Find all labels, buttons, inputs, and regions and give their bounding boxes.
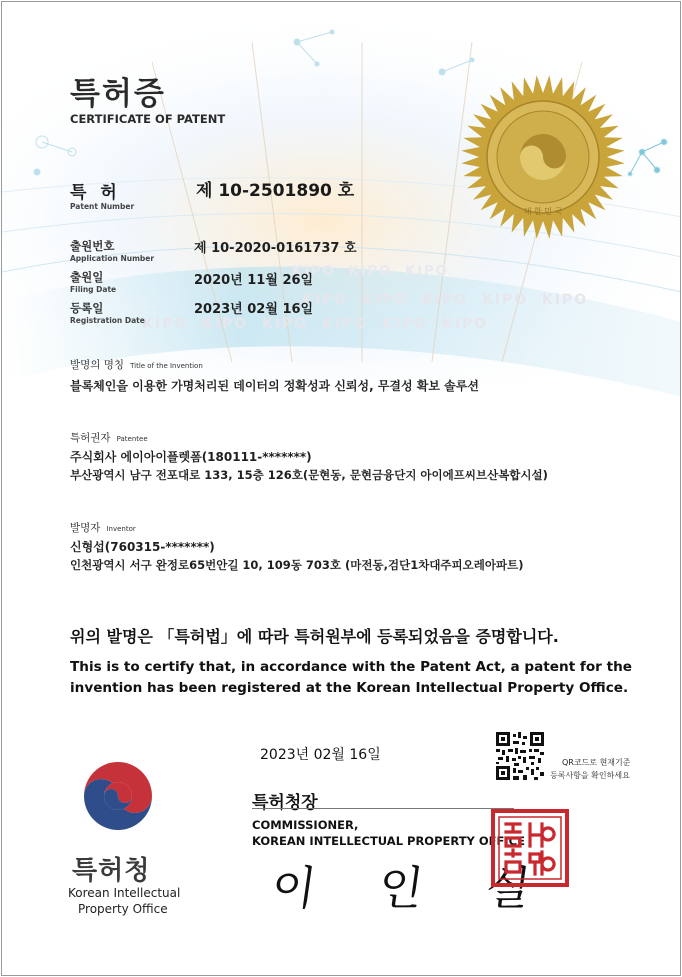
issue-date: 2023년 02월 16일: [260, 747, 381, 763]
invention-title-label-en: Title of the Invention: [130, 362, 203, 370]
office-name: 특허청: [72, 856, 151, 886]
certificate-title-en: CERTIFICATE OF PATENT: [70, 112, 226, 126]
gold-seal-text: 대 한 민 국: [523, 207, 563, 216]
inventor-label: 발명자: [70, 522, 101, 534]
commissioner-signature: 이 인 실: [267, 861, 558, 915]
watermark-row: KIPO KIPO KIPO KIPO KIPO KIPO: [142, 316, 489, 332]
patentee-label: 특허권자: [70, 432, 111, 444]
inventor-header: [70, 520, 136, 535]
patent-number-label: 특 허: [70, 183, 121, 203]
filing-date-value: 2020년 11월 26일: [194, 273, 314, 288]
filing-date-label: 출원일: [70, 270, 104, 284]
watermark-row: KIPO KIPO KIPO: [292, 264, 449, 279]
inventor-address: 인천광역시 서구 완정로65번안길 10, 109동 703호 (마전동,검단1차대주피오레아파트): [70, 558, 524, 572]
certificate-title: 특허증: [70, 76, 166, 112]
qr-note-line1: QR코드로 현재기준: [562, 758, 631, 767]
patent-number-value: 제 10-2501890 호: [196, 181, 355, 201]
registration-date-label: 등록일: [70, 301, 104, 315]
office-name-en-line2: Property Office: [78, 902, 168, 916]
application-number-value: 제 10-2020-0161737 호: [194, 241, 357, 256]
commissioner-divider: [252, 808, 514, 809]
patentee-address: 부산광역시 남구 전포대로 133, 15층 126호(문현동, 문현금융단지 아이에프씨브산복합시설): [70, 468, 548, 482]
qr-code[interactable]: [496, 732, 544, 780]
certificate: [1, 1, 681, 976]
invention-title-value: 블록체인을 이용한 가명처리된 데이터의 정확성과 신뢰성, 무결성 확보 솔루션: [70, 379, 479, 393]
inventor-label-en: Inventor: [106, 525, 136, 533]
commissioner-title-en-line1: COMMISSIONER,: [252, 818, 359, 832]
patentee-header: [70, 430, 148, 445]
gold-seal-icon: [460, 74, 626, 240]
qr-note-line2: 등록사항을 확인하세요: [550, 771, 630, 780]
watermark-row: KIPO KIPO KIPO KIPO KIPO: [302, 292, 589, 308]
patentee-name: 주식회사 에이아이플렛폼(180111-*******): [70, 450, 312, 464]
invention-title-label: 발명의 명칭: [70, 359, 125, 371]
registration-date-label-en: Registration Date: [70, 316, 145, 325]
kipo-logo-icon: [78, 756, 158, 836]
office-name-en-line1: Korean Intellectual: [68, 886, 181, 900]
filing-date-label-en: Filing Date: [70, 285, 117, 294]
certification-statement: 위의 발명은 「특허법」에 따라 특허원부에 등록되었음을 증명합니다.: [70, 627, 559, 646]
commissioner-title: 특허청장: [252, 793, 318, 813]
inventor-name: 신형섭(760315-*******): [70, 540, 215, 554]
application-number-label-en: Application Number: [70, 254, 155, 263]
application-number-label: 출원번호: [70, 239, 115, 253]
official-stamp-icon: [490, 808, 570, 888]
invention-title-header: [70, 357, 203, 372]
patentee-label-en: Patentee: [116, 435, 148, 443]
certification-statement-en-line2: invention has been registered at the Korean Intellectual Property Office.: [70, 680, 629, 696]
registration-date-value: 2023년 02월 16일: [194, 302, 314, 317]
certification-statement-en-line1: This is to certify that, in accordance with the Patent Act, a patent for the: [70, 659, 633, 675]
commissioner-title-en-line2: KOREAN INTELLECTUAL PROPERTY OFFICE: [252, 834, 525, 848]
patent-number-label-en: Patent Number: [70, 202, 135, 211]
